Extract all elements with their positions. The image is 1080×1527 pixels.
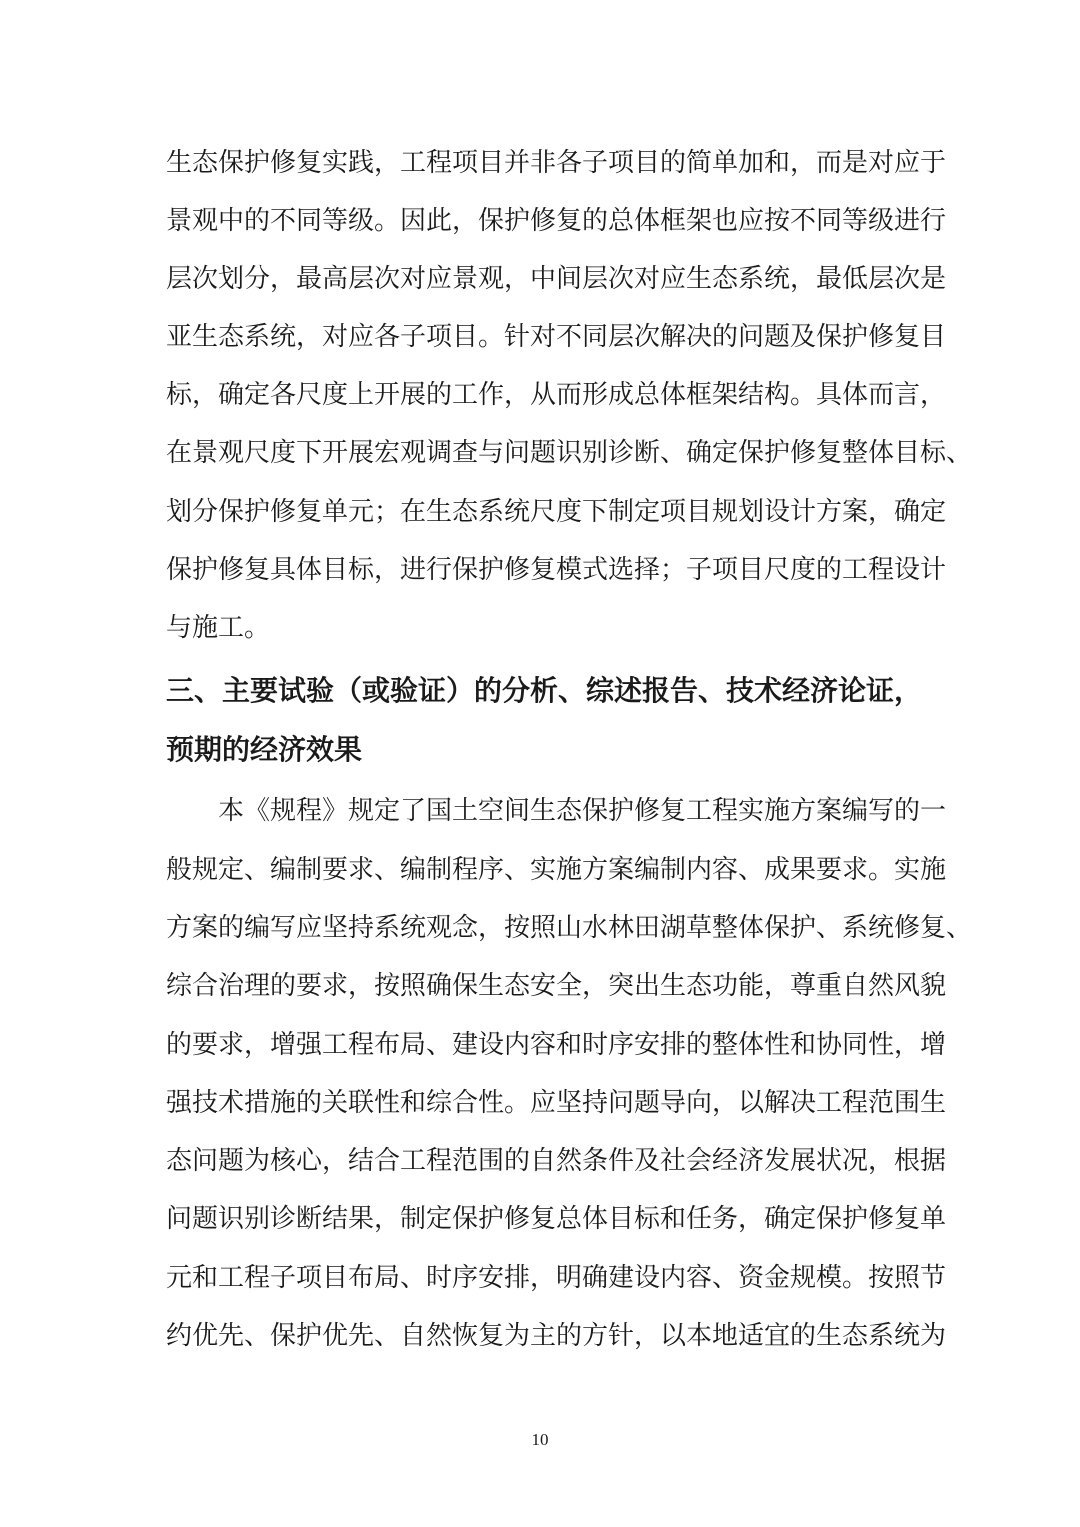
paragraph-1-line-7: 划分保护修复单元；在生态系统尺度下制定项目规划设计方案，确定 [166,497,947,527]
paragraph-2-line-5: 的要求，增强工程布局、建设内容和时序安排的整体性和协同性，增 [166,1030,947,1060]
paragraph-2-line-2: 般规定、编制要求、编制程序、实施方案编制内容、成果要求。实施 [166,855,947,885]
paragraph-2-line-6: 强技术措施的关联性和综合性。应坚持问题导向，以解决工程范围生 [166,1088,947,1118]
paragraph-2-line-7: 态问题为核心，结合工程范围的自然条件及社会经济发展状况，根据 [166,1146,947,1176]
paragraph-2-line-9: 元和工程子项目布局、时序安排，明确建设内容、资金规模。按照节 [166,1263,947,1293]
paragraph-2-line-10: 约优先、保护优先、自然恢复为主的方针，以本地适宜的生态系统为 [166,1321,947,1351]
section-heading-line-2: 预期的经济效果 [166,733,363,766]
paragraph-1-line-3: 层次划分，最高层次对应景观，中间层次对应生态系统，最低层次是 [166,264,947,294]
section-heading-line-1: 三、主要试验（或验证）的分析、综述报告、技术经济论证， [166,674,923,707]
paragraph-1-line-4: 亚生态系统，对应各子项目。针对不同层次解决的问题及保护修复目 [166,322,947,352]
paragraph-1-line-1: 生态保护修复实践，工程项目并非各子项目的简单加和，而是对应于 [166,148,947,178]
paragraph-2-line-8: 问题识别诊断结果，制定保护修复总体目标和任务，确定保护修复单 [166,1204,947,1234]
paragraph-2-line-1: 本《规程》规定了国土空间生态保护修复工程实施方案编写的一 [218,796,947,826]
paragraph-1-line-5: 标，确定各尺度上开展的工作，从而形成总体框架结构。具体而言， [166,380,947,410]
page-number: 10 [531,1430,549,1449]
paragraph-1-line-6: 在景观尺度下开展宏观调查与问题识别诊断、确定保护修复整体目标、 [166,438,973,468]
paragraph-2-line-3: 方案的编写应坚持系统观念，按照山水林田湖草整体保护、系统修复、 [166,913,973,943]
paragraph-1-line-2: 景观中的不同等级。因此，保护修复的总体框架也应按不同等级进行 [166,206,947,236]
paragraph-2-line-4: 综合治理的要求，按照确保生态安全，突出生态功能，尊重自然风貌 [166,971,947,1001]
paragraph-1-line-8: 保护修复具体目标，进行保护修复模式选择；子项目尺度的工程设计 [166,555,947,585]
paragraph-1-line-9: 与施工。 [166,613,271,643]
